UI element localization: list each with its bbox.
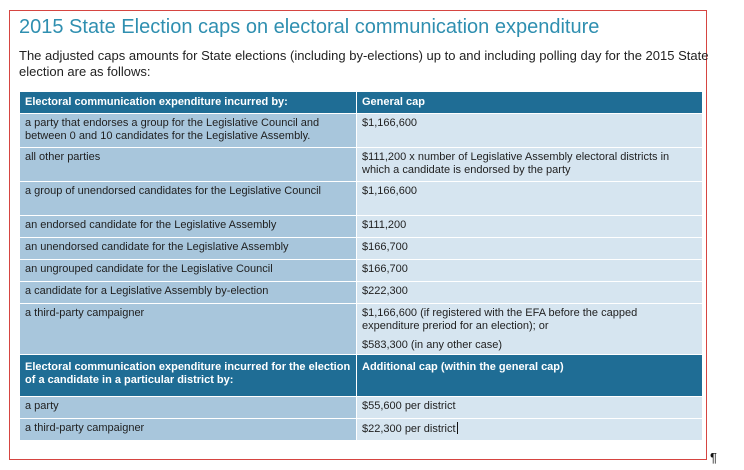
- row-label: all other parties: [20, 148, 357, 182]
- header-expenditure-by: Electoral communication expenditure incurred by:: [20, 92, 357, 114]
- row-cap: $222,300: [357, 282, 703, 304]
- row-cap: [357, 304, 703, 355]
- row-cap-last[interactable]: [357, 419, 703, 441]
- row-label: a candidate for a Legislative Assembly by-election: [20, 282, 357, 304]
- table-row: [20, 216, 703, 238]
- header-general-cap: General cap: [357, 92, 703, 114]
- cap-other-case: $583,300 (in any other case): [362, 339, 503, 351]
- row-label: a third-party campaigner: [20, 419, 357, 441]
- header-additional-cap: Additional cap (within the general cap): [357, 355, 703, 397]
- cap-text: $22,300 per district: [362, 423, 456, 435]
- table-row: [20, 397, 703, 419]
- table-header-row-2: [20, 355, 703, 397]
- paragraph-mark: ¶: [710, 450, 717, 465]
- table-header-row: [20, 92, 703, 114]
- intro-paragraph: The adjusted caps amounts for State elections (including by-elections) up to and including polling day for the 2015 State election are as follows:: [19, 48, 709, 79]
- table-row: [20, 114, 703, 148]
- page-title: 2015 State Election caps on electoral communication expenditure: [19, 16, 600, 38]
- header-district-expenditure: Electoral communication expenditure incurred for the election of a candidate in a particular district by:: [20, 355, 357, 397]
- table-row: [20, 282, 703, 304]
- cap-registered: $1,166,600 (if registered with the EFA before the capped expenditure preriod for an election); or: [362, 307, 638, 332]
- table-row: [20, 148, 703, 182]
- row-cap: $166,700: [357, 260, 703, 282]
- caps-table: [19, 91, 703, 441]
- row-label: a party: [20, 397, 357, 419]
- table-row: [20, 238, 703, 260]
- row-label: a third-party campaigner: [20, 304, 357, 355]
- row-cap: $166,700: [357, 238, 703, 260]
- row-cap: $1,166,600: [357, 114, 703, 148]
- row-cap: $55,600 per district: [357, 397, 703, 419]
- row-cap: $111,200: [357, 216, 703, 238]
- row-cap: $1,166,600: [357, 182, 703, 216]
- table-row: [20, 304, 703, 355]
- row-label: a group of unendorsed candidates for the Legislative Council: [20, 182, 357, 216]
- row-cap: $111,200 x number of Legislative Assembly electoral districts in which a candidate is endorsed by the party: [357, 148, 703, 182]
- table-row: [20, 419, 703, 441]
- row-label: an endorsed candidate for the Legislative Assembly: [20, 216, 357, 238]
- table-row: [20, 260, 703, 282]
- row-label: an unendorsed candidate for the Legislative Assembly: [20, 238, 357, 260]
- row-label: an ungrouped candidate for the Legislative Council: [20, 260, 357, 282]
- table-row: [20, 182, 703, 216]
- row-label: a party that endorses a group for the Legislative Council and between 0 and 10 candidates for the Legislative Assembly.: [20, 114, 357, 148]
- text-cursor: [457, 422, 458, 434]
